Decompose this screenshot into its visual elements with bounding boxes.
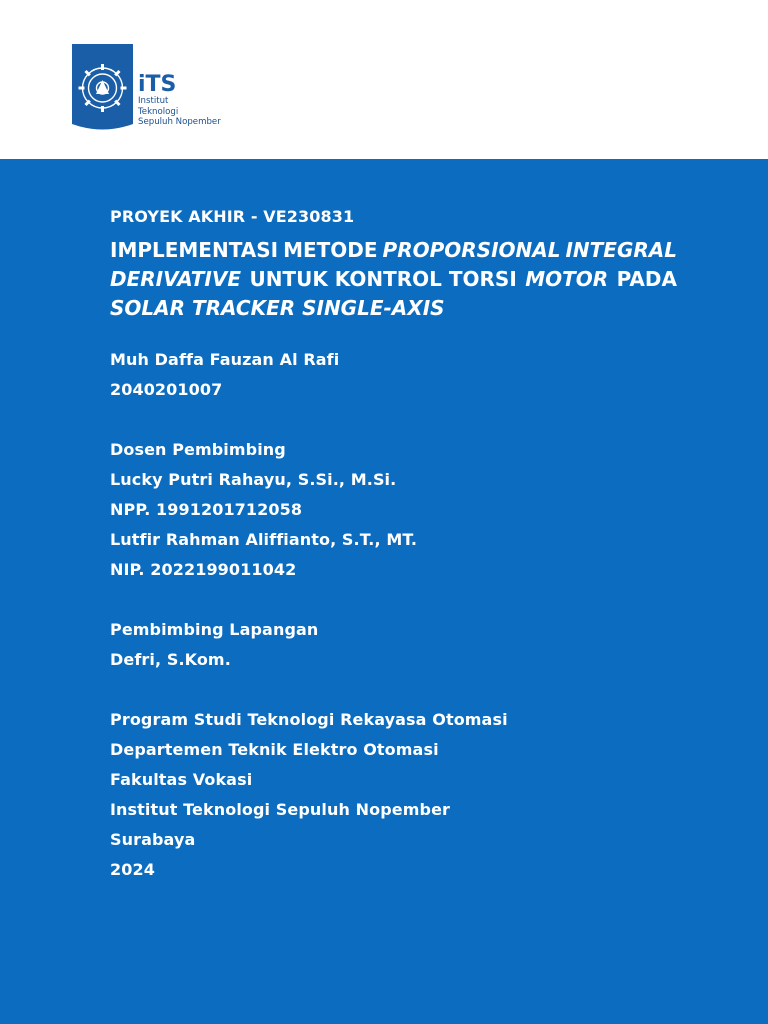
faculty: Fakultas Vokasi [110, 770, 253, 789]
its-emblem-icon [72, 44, 133, 131]
title-word: SOLAR TRACKER SINGLE-AXIS [110, 296, 445, 320]
title-row-1 [110, 236, 677, 265]
logo-line-3: Sepuluh Nopember [138, 117, 221, 127]
supervisor-heading: Dosen Pembimbing [110, 440, 286, 459]
department: Departemen Teknik Elektro Otomasi [110, 740, 439, 759]
its-wordmark [138, 74, 221, 128]
thesis-title [110, 236, 677, 323]
field-supervisor-heading: Pembimbing Lapangan [110, 620, 319, 639]
title-word: DERIVATIVE [110, 267, 242, 291]
logo-line-1: Institut [138, 96, 169, 106]
title-word: PROPORSIONAL [382, 238, 561, 262]
header [0, 0, 768, 159]
city: Surabaya [110, 830, 196, 849]
logo-abbreviation: iTS [138, 72, 177, 97]
author-name: Muh Daffa Fauzan Al Rafi [110, 350, 340, 369]
project-code: PROYEK AKHIR - VE230831 [110, 207, 355, 226]
supervisor-1-name: Lucky Putri Rahayu, S.Si., M.Si. [110, 470, 397, 489]
supervisor-1-id: NPP. 1991201712058 [110, 500, 303, 519]
year: 2024 [110, 860, 155, 879]
title-row-3 [110, 294, 677, 323]
title-word: UNTUK KONTROL TORSI [249, 267, 517, 291]
study-program: Program Studi Teknologi Rekayasa Otomasi [110, 710, 508, 729]
title-word: MOTOR [525, 267, 609, 291]
title-word: INTEGRAL [565, 238, 677, 262]
title-row-2 [110, 265, 677, 294]
supervisor-2-id: NIP. 2022199011042 [110, 560, 297, 579]
university: Institut Teknologi Sepuluh Nopember [110, 800, 451, 819]
field-supervisor-name: Defri, S.Kom. [110, 650, 231, 669]
title-word: METODE [283, 238, 378, 262]
supervisor-2-name: Lutfir Rahman Aliffianto, S.T., MT. [110, 530, 418, 549]
title-word: IMPLEMENTASI [110, 238, 279, 262]
cover-panel [0, 159, 768, 1024]
logo-line-2: Teknologi [138, 106, 179, 117]
author-id: 2040201007 [110, 380, 223, 399]
title-word: PADA [616, 267, 677, 291]
